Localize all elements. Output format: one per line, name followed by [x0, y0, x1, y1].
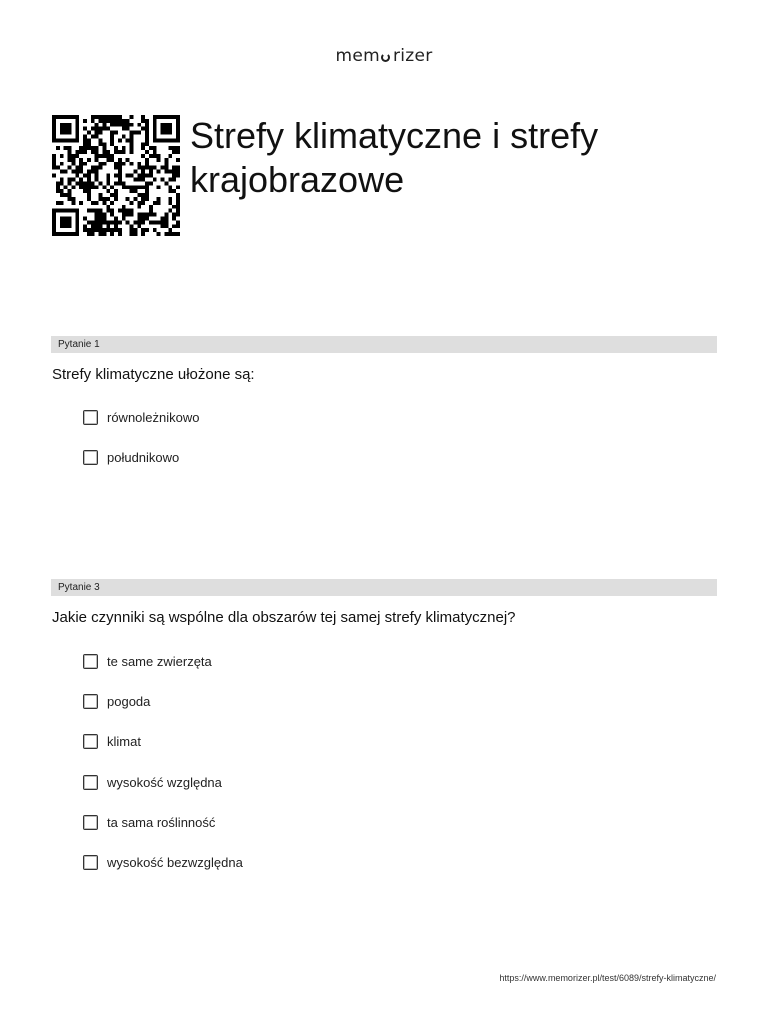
page-title: Strefy klimatyczne i strefy krajobrazowe	[190, 115, 599, 200]
answer-option[interactable]	[83, 813, 215, 831]
logo-smile-icon	[381, 51, 392, 61]
checkbox[interactable]	[83, 410, 98, 425]
checkbox[interactable]	[83, 734, 98, 749]
answer-label: wysokość bezwzględna	[107, 854, 243, 870]
checkbox[interactable]	[83, 815, 98, 830]
logo-text-start: mem	[335, 46, 380, 66]
question-header: Pytanie 3	[51, 579, 717, 596]
answer-option[interactable]	[83, 773, 222, 791]
answer-option[interactable]	[83, 853, 243, 871]
answer-label: wysokość względna	[107, 774, 222, 790]
checkbox[interactable]	[83, 775, 98, 790]
checkbox[interactable]	[83, 450, 98, 465]
answer-label: południkowo	[107, 449, 180, 465]
answer-option[interactable]	[83, 732, 141, 750]
qr-code-icon	[52, 115, 180, 236]
logo-text-end: rizer	[392, 46, 433, 66]
answer-option[interactable]	[83, 408, 200, 426]
answer-option[interactable]	[83, 692, 150, 710]
footer-url[interactable]: https://www.memorizer.pl/test/6089/strefy-klimatyczne/	[499, 973, 716, 983]
answer-option[interactable]	[83, 448, 179, 466]
memorizer-logo	[0, 46, 768, 66]
checkbox[interactable]	[83, 654, 98, 669]
question-text: Jakie czynniki są wspólne dla obszarów tej samej strefy klimatycznej?	[52, 609, 516, 626]
answer-label: pogoda	[107, 693, 151, 709]
answer-label: te same zwierzęta	[107, 653, 212, 669]
answer-option[interactable]	[83, 652, 212, 670]
answer-label: ta sama roślinność	[107, 814, 216, 830]
answer-label: klimat	[107, 733, 141, 749]
question-text: Strefy klimatyczne ułożone są:	[52, 366, 255, 383]
answer-label: równoleżnikowo	[107, 409, 200, 425]
question-header: Pytanie 1	[51, 336, 717, 353]
checkbox[interactable]	[83, 694, 98, 709]
checkbox[interactable]	[83, 855, 98, 870]
